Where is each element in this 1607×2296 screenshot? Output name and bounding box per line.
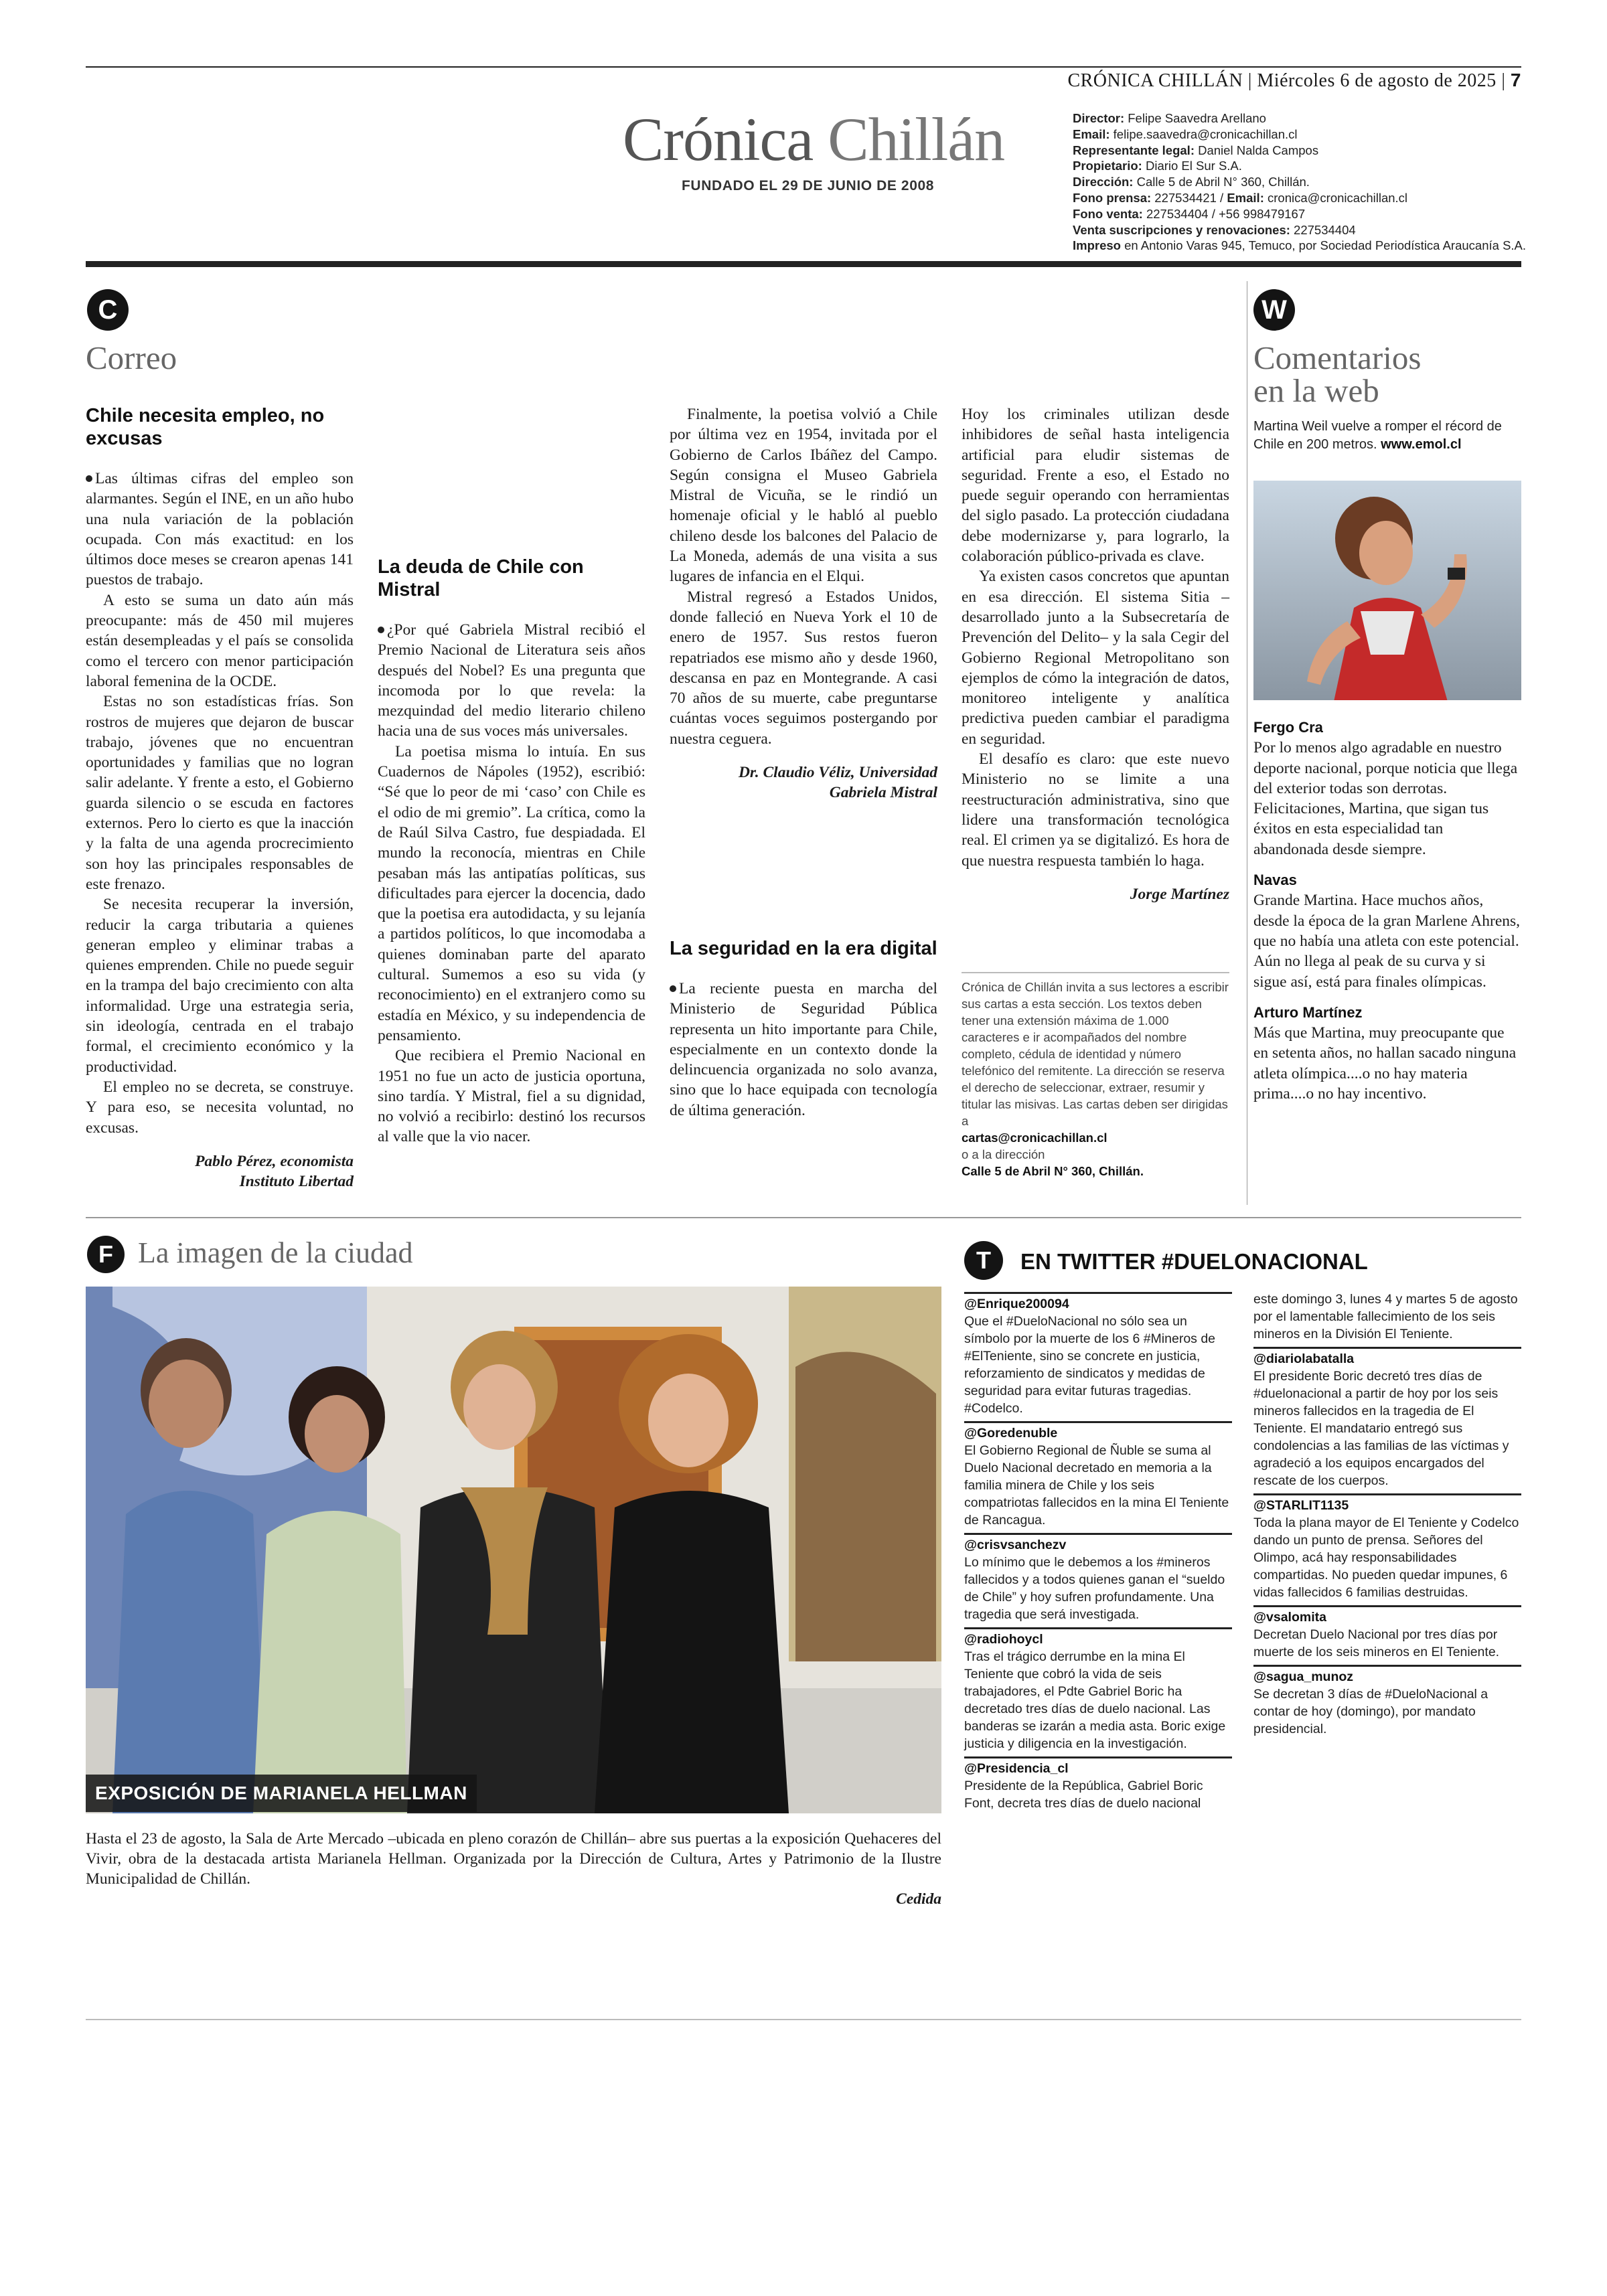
running-date: Miércoles 6 de agosto de 2025 — [1257, 70, 1497, 91]
web-comment-author: Arturo Martínez — [1253, 1003, 1363, 1021]
letter1-p2: A esto se suma un dato aún más preocupante: más de 450 mil mujeres están desempleadas y el país se consolida como el tercero con menor participación laboral femenina de la OCDE. — [86, 591, 354, 690]
imprint-line: Representante legal: Daniel Nalda Campos — [1073, 143, 1319, 157]
masthead-logo: Crónica Chillán — [623, 105, 1005, 173]
tweet-text: Presidente de la República, Gabriel Boric Font, decreta tres días de duelo nacional — [964, 1779, 1203, 1811]
letter1-p4: Se necesita recuperar la inversión, reducir la carga tributaria a quienes generan empleo y eliminar trabas a quienes emprenden. Chile no puede seguir en la trampa del bajo crecimiento con alta informalidad. Urge una estrategia seria, sin ideología, centrada en el trabajo formal, el crecimiento económico y la productividad. — [86, 896, 354, 1076]
tweet-handle[interactable]: @diariolabatalla — [1253, 1347, 1521, 1368]
tweet-text: Toda la plana mayor de El Teniente y Codelco dando un punto de prensa. Señores del Olimpo, acá hay responsabilidades compartidas. No pueden quedar impunes, 6 vidas fallecidos 6 familias destruidas. — [1253, 1515, 1519, 1600]
letter3-p2: Hoy los criminales utilizan desde inhibidores de señal hasta inteligencia artificial para eludir sistemas de seguridad. Frente a eso, el Estado no puede seguir operando con herramientas del siglo pasado. La protección ciudadana debe modernizarse y, para lograrlo, la colaboración público-privada es clave. — [962, 406, 1229, 566]
letter1-p1: Las últimas cifras del empleo son alarmantes. Según el INE, en un año hubo una nula variación de la población ocupada. Con más exactitud: en los últimos doce meses se crearon apenas 141 puestos de trabajo. — [86, 470, 354, 589]
imprint-key: Impreso — [1073, 238, 1121, 253]
bottom-rule — [86, 2019, 1521, 2020]
imprint-box — [1073, 110, 1541, 254]
tweet-handle[interactable]: @Enrique200094 — [964, 1292, 1232, 1313]
letter2-p4: Finalmente, la poetisa volvió a Chile por última vez en 1954, invitada por el Gobierno de Carlos Ibáñez del Campo. Según consigna el Museo Gabriela Mistral de Vicuña, se le rindió un homenaje oficial y le habló al pueblo chileno desde los balcones del Palacio de La Moneda, además de una visita a sus lugares de infancia en el Elqui. — [670, 406, 937, 586]
letter3-col — [670, 937, 937, 1205]
tweet-text: Decretan Duelo Nacional por tres días por muerte de los seis mineros en El Teniente. — [1253, 1627, 1500, 1659]
letter3-p1: La reciente puesta en marcha del Ministerio de Seguridad Pública representa un hito importante para Chile, especialmente en un contexto donde la delincuencia organizada no solo avanza, sino que lo hace equipada con tecnología de última generación. — [670, 980, 937, 1119]
letter1-headline: Chile necesita empleo, no excusas — [86, 405, 325, 449]
imprint-key: Email: — [1227, 190, 1264, 205]
letter2-p5: Mistral regresó a Estados Unidos, donde falleció en Nueva York el 10 de enero de 1957. Sus restos fueron repatriados ese mismo año y desde 1960, descansa en paz en Montegrande. A casi 70 años de su muerte, cabe preguntarse cuántas voces seguimos postergando por nuestra ceguera. — [670, 588, 937, 748]
tweet-text-continued: este domingo 3, lunes 4 y martes 5 de agosto por el lamentable fallecimiento de los seis mineros en la División El Teniente. — [1253, 1292, 1518, 1341]
running-paper: CRÓNICA CHILLÁN — [1067, 70, 1243, 91]
invite-address: Calle 5 de Abril N° 360, Chillán. — [962, 1164, 1144, 1178]
web-teaser: Martina Weil vuelve a romper el récord de Chile en 200 metros. www.emol.cl — [1253, 419, 1502, 452]
imprint-line: Email: felipe.saavedra@cronicachillan.cl — [1073, 127, 1298, 141]
correo-title: Correo — [86, 339, 177, 376]
letter3-p3: Ya existen casos concretos que apuntan en esa dirección. El sistema Sitia –desarrollado junto a la Subsecretaría de Prevención del Delito– y la sala Cegir del Gobierno Regional Metropolitano son ejemplos de cómo la integración de datos, monitoreo inteligente y analítica predictiva pueden cambiar el paradigma en seguridad. — [962, 568, 1229, 748]
imprint-key: Propietario: — [1073, 159, 1142, 173]
imprint-line: Fono venta: 227534404 / +56 998479167 — [1073, 206, 1306, 221]
imagen-credit: Cedida — [896, 1890, 941, 1908]
letter3-signature: Jorge Martínez — [1130, 885, 1229, 903]
tweet-handle[interactable]: @Presidencia_cl — [964, 1756, 1232, 1777]
web-comments — [1253, 718, 1521, 1213]
web-title: Comentarios en la web — [1253, 339, 1422, 409]
letter1-signature: Pablo Pérez, economista Instituto Libertad — [195, 1152, 354, 1191]
tweet-handle[interactable]: @radiohoycl — [964, 1627, 1232, 1648]
imprint-line: Venta suscripciones y renovaciones: 227534404 — [1073, 222, 1356, 237]
tweet-handle[interactable]: @STARLIT1135 — [1253, 1493, 1521, 1514]
imprint-line: Impreso en Antonio Varas 945, Temuco, por Sociedad Periodística Araucanía S.A. — [1073, 238, 1527, 253]
letter2-p3: Que recibiera el Premio Nacional en 1951 no fue un acto de justicia oportuna, sino tardía. Y Mistral, fiel a su dignidad, no volvió a recibirlo: destinó los recursos al valle que la vio nacer. — [378, 1047, 645, 1146]
imprint-line: Fono prensa: 227534421 / Email: cronica@cronicachillan.cl — [1073, 190, 1408, 205]
tweet-text: Que el #DueloNacional no sólo sea un símbolo por la muerte de los 6 #Mineros de #ElTeniente, sino se concrete en justicia, reforzamiento de sindicatos y medidas de seguridad para evitar futuras tragedias. #Codelco. — [964, 1314, 1216, 1416]
twitter-icon: T — [964, 1241, 1003, 1280]
imprint-key: Representante legal: — [1073, 143, 1195, 157]
imprint-line: Propietario: Diario El Sur S.A. — [1073, 159, 1242, 173]
imagen-title: La imagen de la ciudad — [138, 1236, 413, 1269]
tweet-text: Se decretan 3 días de #DueloNacional a contar de hoy (domingo), por mandato presidencial. — [1253, 1687, 1488, 1736]
letter2-p1: ¿Por qué Gabriela Mistral recibió el Premio Nacional de Literatura seis años después del Nobel? Es una pregunta que incomoda por lo que revela: la mezquindad del medio literario chileno hacia una de sus voces más universales. — [378, 621, 645, 740]
mid-rule — [86, 1217, 1521, 1218]
imprint-line: Director: Felipe Saavedra Arellano — [1073, 111, 1266, 125]
imprint-line: Dirección: Calle 5 de Abril N° 360, Chillán. — [1073, 175, 1310, 189]
letter2-headline: La deuda de Chile con Mistral — [378, 556, 584, 600]
letters-invite — [962, 972, 1229, 1200]
imprint-key: Venta suscripciones y renovaciones: — [1073, 222, 1290, 237]
tweet-text: Lo mínimo que le debemos a los #mineros fallecidos y a todos quienes ganan el “sueldo de Chile” y hoy sufren profundamente. Una tragedia que será investigada. — [964, 1555, 1225, 1622]
letter2-signature: Dr. Claudio Véliz, Universidad Gabriela Mistral — [738, 764, 937, 802]
letter3-col-d — [962, 404, 1229, 953]
twitter-title: EN TWITTER #DUELONACIONAL — [1020, 1249, 1368, 1274]
page-number: 7 — [1510, 70, 1521, 90]
imprint-key: Director: — [1073, 111, 1125, 125]
letter2-p2: La poetisa misma lo intuía. En sus Cuadernos de Nápoles (1952), escribió: “Sé que lo peor de mi ‘caso’ con Chile es el odio de mi gremio”. La crítica, como la de Raúl Silva Castro, fue despiadada. El mundo la reconocía, mientras en Chile pesaban más las antipatías políticas, sus dificultades para ejercer la docencia, dado que la poetisa era autodidacta, y su lejanía a partidos políticos, lo que incomodaba a quienes dominaban parte del aparato cultural. Sumemos a eso su vida (y reconocimiento) en el extranjero como su estadía en México, y su independencia de pensamiento. — [378, 742, 645, 1044]
web-teaser-source[interactable]: www.emol.cl — [1381, 437, 1462, 452]
correo-icon: C — [87, 289, 129, 331]
tweet-text: El Gobierno Regional de Ñuble se suma al Duelo Nacional decretado en memoria a la familia minera de Chile y los seis compatriotas fallecidos en la mina El Teniente de Rancagua. — [964, 1443, 1229, 1528]
letter2-col-c — [670, 404, 937, 913]
running-head: CRÓNICA CHILLÁN | Miércoles 6 de agosto de 2025 | 7 — [1067, 70, 1521, 91]
web-comment-text: Grande Martina. Hace muchos años, desde la época de la gran Marlene Ahrens, que no había una atleta con este potencial. Aún no llega al peak de su curva y si sigue así, está para finales olímpicas. — [1253, 892, 1521, 991]
masthead-founded: FUNDADO EL 29 DE JUNIO DE 2008 — [682, 178, 935, 193]
letter3-p4: El desafío es claro: que este nuevo Ministerio no se limite a una reestructuración administrativa, sino que lidere una transformación tecnológica real. El crimen ya se digitalizó. Es hora de que nuestra respuesta también lo haga. — [962, 750, 1229, 870]
tweet-handle[interactable]: @vsalomita — [1253, 1605, 1521, 1626]
letter1-col-a — [86, 404, 354, 1194]
letter1-p5: El empleo no se decreta, se construye. Y para eso, se necesita voluntad, no excusas. — [86, 1078, 354, 1137]
web-photo — [1253, 481, 1521, 700]
imprint-key: Dirección: — [1073, 175, 1134, 189]
masthead-rule — [86, 261, 1521, 267]
letter3-headline: La seguridad en la era digital — [670, 938, 937, 959]
twitter-col-2 — [1253, 1291, 1521, 1742]
web-comment-text: Más que Martina, muy preocupante que en setenta años, no hallan sacado ninguna atleta olímpica....o no hay materia prima....o no hay incentivo. — [1253, 1024, 1517, 1103]
invite-email[interactable]: cartas@cronicachillan.cl — [962, 1131, 1107, 1145]
twitter-col-1 — [964, 1291, 1232, 1816]
imprint-key: Email: — [1073, 127, 1110, 141]
tweet-handle[interactable]: @crisvsanchezv — [964, 1533, 1232, 1554]
imagen-caption — [86, 1829, 941, 1909]
imagen-icon: F — [87, 1236, 125, 1273]
tweet-handle[interactable]: @Goredenuble — [964, 1421, 1232, 1442]
tweet-handle[interactable]: @sagua_munoz — [1253, 1665, 1521, 1686]
imprint-key: Fono prensa: — [1073, 190, 1152, 205]
invite-or: o a la dirección — [962, 1147, 1045, 1161]
web-comment-text: Por lo menos algo agradable en nuestro deporte nacional, porque noticia que llega del exterior todas son derrotas. Felicitaciones, Martina, que sigan tus éxitos en esta especialidad tan abandonada desde siempre. — [1253, 739, 1518, 858]
imprint-key: Fono venta: — [1073, 206, 1143, 221]
letter1-p3: Estas no son estadísticas frías. Son rostros de mujeres que dejaron de buscar trabajo, jóvenes que no encuentran oportunidades y familias que no logran salir adelante. Y frente a esto, el Gobierno guarda silencio o se escuda en factores externos. Pero lo cierto es que la inacción y la falta de una agenda procrecimiento son hoy las principales responsables de este frenazo. — [86, 693, 354, 893]
imagen-caption-text: Hasta el 23 de agosto, la Sala de Arte Mercado –ubicada en pleno corazón de Chillán– abre sus puertas a la exposición Quehaceres del Vivir, obra de la destacada artista Marianela Hellman. Organizada por la Dirección de Cultura, Artes y Patrimonio de la Ilustre Municipalidad de Chillán. — [86, 1830, 941, 1888]
top-rule — [86, 66, 1521, 68]
tweet-text: Tras el trágico derrumbe en la mina El Teniente que cobró la vida de seis trabajadores, el Pdte Gabriel Boric ha decretado tres días de duelo nacional. Las banderas se izarán a media asta. Boric exige justicia y diligencia en la investigación. — [964, 1649, 1226, 1751]
web-icon: W — [1253, 289, 1295, 331]
invite-text: Crónica de Chillán invita a sus lectores a escribir sus cartas a esta sección. Los textos deben tener una extensión máxima de 1.000 caracteres e ir acompañados del nombre completo, cédula de identidad y número telefónico del remitente. La dirección se reserva el derecho de seleccionar, extraer, resumir y titular las misivas. Las cartas deben ser dirigidas a — [962, 980, 1229, 1128]
web-comment-author: Navas — [1253, 872, 1297, 889]
imagen-photo — [86, 1287, 941, 1813]
letter2-col — [378, 556, 645, 1198]
imagen-label: EXPOSICIÓN DE MARIANELA HELLMAN — [86, 1775, 477, 1812]
tweet-text: El presidente Boric decretó tres días de #duelonacional a partir de hoy por los seis mineros fallecidos en la tragedia de El Teniente. El mandatario entregó sus condolencias a las familias de las víctimas y agradeció a los equipos encargados del rescate de los cuerpos. — [1253, 1369, 1509, 1488]
web-comment-author: Fergo Cra — [1253, 719, 1323, 736]
